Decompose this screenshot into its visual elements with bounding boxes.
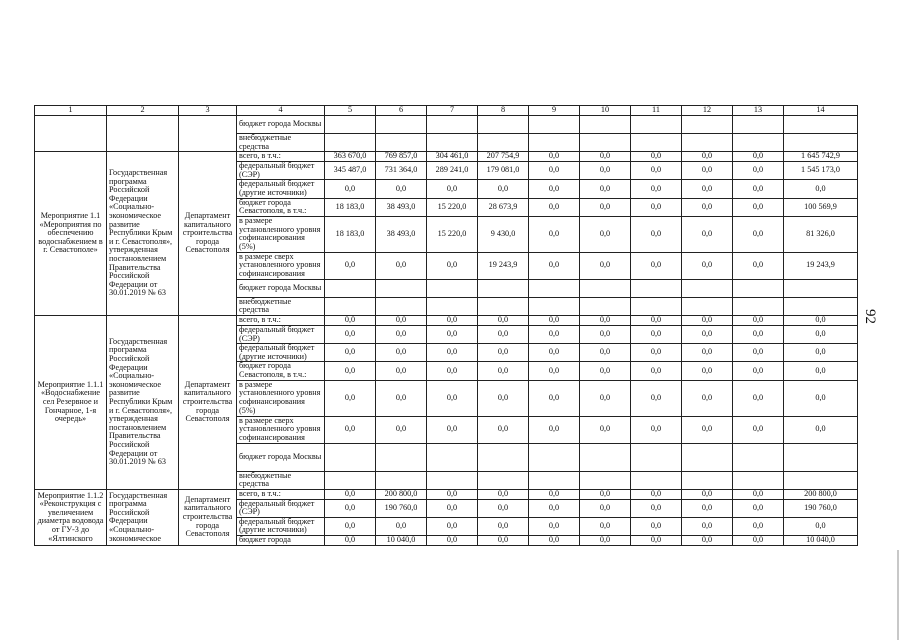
amount-cell [529, 279, 580, 297]
funding-source: в размере установленного уровня софинансирования (5%) [237, 216, 325, 252]
amount-cell: 0,0 [631, 325, 682, 343]
amount-cell [376, 134, 427, 152]
table-row [35, 489, 858, 499]
amount-cell: 0,0 [325, 252, 376, 279]
amount-cell: 0,0 [631, 162, 682, 180]
amount-cell [733, 297, 784, 315]
amount-cell: 0,0 [478, 416, 529, 443]
amount-cell: 18 183,0 [325, 198, 376, 216]
amount-cell: 0,0 [376, 252, 427, 279]
amount-cell: 0,0 [376, 380, 427, 416]
amount-cell [478, 279, 529, 297]
funding-source: бюджет города [237, 536, 325, 546]
amount-cell: 0,0 [733, 517, 784, 535]
amount-cell [580, 471, 631, 489]
amount-cell: 0,0 [580, 315, 631, 325]
amount-cell: 0,0 [682, 517, 733, 535]
amount-cell [478, 443, 529, 471]
amount-cell: 0,0 [631, 180, 682, 198]
amount-cell: 0,0 [529, 152, 580, 162]
amount-cell: 0,0 [427, 380, 478, 416]
measure-name: Мероприятие 1.1.1 «Водоснабжение сел Резервное и Гончарное, 1-я очередь» [35, 315, 107, 489]
amount-cell: 0,0 [733, 152, 784, 162]
amount-cell [784, 297, 858, 315]
column-header: 8 [478, 106, 529, 116]
amount-cell: 0,0 [376, 325, 427, 343]
amount-cell: 0,0 [631, 380, 682, 416]
amount-cell: 0,0 [376, 416, 427, 443]
amount-cell: 0,0 [427, 325, 478, 343]
amount-cell: 289 241,0 [427, 162, 478, 180]
amount-cell: 0,0 [631, 152, 682, 162]
amount-cell: 0,0 [325, 416, 376, 443]
amount-cell: 0,0 [784, 315, 858, 325]
amount-cell: 0,0 [631, 499, 682, 517]
amount-cell: 0,0 [580, 198, 631, 216]
funding-source: бюджет города Севастополя, в т.ч.: [237, 198, 325, 216]
amount-cell: 0,0 [580, 180, 631, 198]
amount-cell: 0,0 [427, 180, 478, 198]
column-header: 11 [631, 106, 682, 116]
amount-cell: 0,0 [529, 489, 580, 499]
amount-cell: 0,0 [733, 180, 784, 198]
amount-cell: 0,0 [529, 315, 580, 325]
amount-cell: 0,0 [529, 162, 580, 180]
amount-cell: 207 754,9 [478, 152, 529, 162]
amount-cell [529, 116, 580, 134]
amount-cell [733, 471, 784, 489]
measure-name: Мероприятие 1.1.2 «Реконструкция с увеличением диаметра водовода от ГУ-3 до «Ялтинского [35, 489, 107, 545]
amount-cell: 15 220,0 [427, 198, 478, 216]
amount-cell: 0,0 [733, 198, 784, 216]
amount-cell: 0,0 [325, 180, 376, 198]
amount-cell: 19 243,9 [784, 252, 858, 279]
amount-cell: 0,0 [784, 416, 858, 443]
empty-cell [107, 116, 179, 152]
amount-cell: 0,0 [733, 489, 784, 499]
amount-cell: 9 430,0 [478, 216, 529, 252]
funding-source: федеральный бюджет (другие источники) [237, 517, 325, 535]
amount-cell: 0,0 [682, 198, 733, 216]
amount-cell [427, 134, 478, 152]
amount-cell: 0,0 [478, 325, 529, 343]
budget-table [34, 105, 858, 546]
column-header: 12 [682, 106, 733, 116]
amount-cell: 0,0 [682, 499, 733, 517]
amount-cell: 10 040,0 [784, 536, 858, 546]
funding-source: всего, в т.ч.: [237, 315, 325, 325]
amount-cell [580, 134, 631, 152]
amount-cell: 0,0 [478, 180, 529, 198]
amount-cell: 0,0 [784, 380, 858, 416]
amount-cell: 0,0 [631, 362, 682, 380]
amount-cell: 0,0 [478, 499, 529, 517]
amount-cell: 0,0 [376, 362, 427, 380]
amount-cell: 0,0 [580, 162, 631, 180]
amount-cell [478, 471, 529, 489]
amount-cell: 0,0 [529, 517, 580, 535]
measure-name: Мероприятие 1.1 «Мероприятия по обеспечению водоснабжением в г. Севастополе» [35, 152, 107, 316]
amount-cell: 0,0 [580, 152, 631, 162]
column-header: 1 [35, 106, 107, 116]
amount-cell: 0,0 [529, 499, 580, 517]
executor-name: Департамент капитального строительства города Севастополя [179, 315, 237, 489]
amount-cell: 0,0 [682, 315, 733, 325]
column-header: 13 [733, 106, 784, 116]
amount-cell [529, 134, 580, 152]
amount-cell [631, 116, 682, 134]
amount-cell: 1 645 742,9 [784, 152, 858, 162]
amount-cell: 0,0 [631, 344, 682, 362]
amount-cell: 0,0 [682, 536, 733, 546]
amount-cell: 190 760,0 [376, 499, 427, 517]
amount-cell: 0,0 [529, 362, 580, 380]
funding-source: федеральный бюджет (СЭР) [237, 162, 325, 180]
amount-cell: 0,0 [682, 252, 733, 279]
amount-cell [427, 116, 478, 134]
amount-cell: 18 183,0 [325, 216, 376, 252]
column-header: 6 [376, 106, 427, 116]
amount-cell: 0,0 [529, 325, 580, 343]
amount-cell [682, 279, 733, 297]
amount-cell: 100 569,9 [784, 198, 858, 216]
amount-cell: 0,0 [733, 536, 784, 546]
amount-cell: 0,0 [631, 216, 682, 252]
amount-cell [580, 443, 631, 471]
amount-cell: 0,0 [682, 380, 733, 416]
funding-source: в размере установленного уровня софинансирования (5%) [237, 380, 325, 416]
amount-cell: 731 364,0 [376, 162, 427, 180]
amount-cell [631, 297, 682, 315]
amount-cell: 0,0 [682, 344, 733, 362]
amount-cell: 0,0 [631, 489, 682, 499]
amount-cell: 0,0 [733, 380, 784, 416]
amount-cell: 0,0 [733, 315, 784, 325]
funding-source: федеральный бюджет (другие источники) [237, 180, 325, 198]
funding-source: бюджет города Севастополя, в т.ч.: [237, 362, 325, 380]
program-name: Государственная программа Российской Федерации «Социально-экономическое развитие Республики Крым и г. Севастополя», утвержденная постановлением Правительства Российской Федерации от 30.01.2019 № 63 [107, 315, 179, 489]
amount-cell: 0,0 [580, 499, 631, 517]
amount-cell: 0,0 [631, 536, 682, 546]
amount-cell [682, 443, 733, 471]
amount-cell: 0,0 [478, 344, 529, 362]
amount-cell [631, 443, 682, 471]
amount-cell: 0,0 [529, 180, 580, 198]
amount-cell: 0,0 [784, 180, 858, 198]
amount-cell [376, 279, 427, 297]
amount-cell: 0,0 [580, 517, 631, 535]
amount-cell: 38 493,0 [376, 198, 427, 216]
amount-cell: 0,0 [580, 416, 631, 443]
amount-cell: 0,0 [325, 517, 376, 535]
amount-cell [580, 297, 631, 315]
amount-cell: 0,0 [733, 499, 784, 517]
amount-cell: 200 800,0 [376, 489, 427, 499]
amount-cell: 0,0 [478, 315, 529, 325]
amount-cell [631, 134, 682, 152]
amount-cell: 0,0 [529, 216, 580, 252]
amount-cell: 0,0 [682, 152, 733, 162]
funding-source: в размере сверх установленного уровня софинансирования [237, 416, 325, 443]
amount-cell: 0,0 [325, 362, 376, 380]
amount-cell [529, 471, 580, 489]
amount-cell [427, 297, 478, 315]
amount-cell: 0,0 [376, 315, 427, 325]
column-header: 5 [325, 106, 376, 116]
amount-cell: 0,0 [325, 325, 376, 343]
amount-cell: 0,0 [631, 315, 682, 325]
funding-source: всего, в т.ч.: [237, 152, 325, 162]
amount-cell: 0,0 [325, 344, 376, 362]
amount-cell: 0,0 [478, 517, 529, 535]
amount-cell: 0,0 [682, 180, 733, 198]
amount-cell: 0,0 [682, 489, 733, 499]
amount-cell: 0,0 [631, 416, 682, 443]
amount-cell: 0,0 [580, 325, 631, 343]
amount-cell: 0,0 [580, 362, 631, 380]
amount-cell: 0,0 [376, 517, 427, 535]
column-header: 14 [784, 106, 858, 116]
amount-cell: 0,0 [325, 536, 376, 546]
funding-source: в размере сверх установленного уровня софинансирования [237, 252, 325, 279]
amount-cell [478, 134, 529, 152]
amount-cell [325, 279, 376, 297]
amount-cell: 19 243,9 [478, 252, 529, 279]
amount-cell [376, 443, 427, 471]
amount-cell [784, 134, 858, 152]
amount-cell: 0,0 [580, 489, 631, 499]
amount-cell: 0,0 [529, 380, 580, 416]
amount-cell [325, 443, 376, 471]
amount-cell [784, 279, 858, 297]
amount-cell: 15 220,0 [427, 216, 478, 252]
amount-cell [580, 279, 631, 297]
amount-cell: 0,0 [478, 362, 529, 380]
page-number: 92 [862, 309, 878, 324]
amount-cell: 363 670,0 [325, 152, 376, 162]
amount-cell: 345 487,0 [325, 162, 376, 180]
amount-cell: 0,0 [427, 489, 478, 499]
amount-cell: 0,0 [325, 315, 376, 325]
amount-cell [682, 116, 733, 134]
amount-cell: 0,0 [529, 344, 580, 362]
header-row [35, 106, 858, 116]
funding-source: внебюджетные средства [237, 134, 325, 152]
amount-cell: 0,0 [631, 198, 682, 216]
column-header: 4 [237, 106, 325, 116]
amount-cell: 0,0 [733, 344, 784, 362]
amount-cell: 0,0 [325, 380, 376, 416]
table-row [35, 315, 858, 325]
amount-cell [733, 443, 784, 471]
amount-cell: 304 461,0 [427, 152, 478, 162]
program-name: Государственная программа Российской Федерации «Социально-экономическое развитие Республики Крым и г. Севастополя», утвержденная постановлением Правительства Российской Федерации от 30.01.2019 № 63 [107, 152, 179, 316]
table-row [35, 152, 858, 162]
amount-cell: 0,0 [733, 162, 784, 180]
amount-cell: 0,0 [682, 216, 733, 252]
amount-cell: 0,0 [580, 344, 631, 362]
amount-cell: 0,0 [631, 252, 682, 279]
amount-cell: 179 081,0 [478, 162, 529, 180]
amount-cell [631, 279, 682, 297]
funding-source: бюджет города Москвы [237, 443, 325, 471]
funding-source: внебюджетные средства [237, 471, 325, 489]
amount-cell: 769 857,0 [376, 152, 427, 162]
amount-cell: 0,0 [376, 344, 427, 362]
column-header: 10 [580, 106, 631, 116]
amount-cell [784, 116, 858, 134]
amount-cell: 0,0 [427, 517, 478, 535]
amount-cell [325, 471, 376, 489]
amount-cell: 0,0 [376, 180, 427, 198]
amount-cell: 0,0 [733, 216, 784, 252]
empty-cell [35, 116, 107, 152]
empty-cell [179, 116, 237, 152]
amount-cell: 81 326,0 [784, 216, 858, 252]
amount-cell: 0,0 [580, 536, 631, 546]
table-row [35, 116, 858, 134]
amount-cell [427, 279, 478, 297]
amount-cell [733, 279, 784, 297]
amount-cell [478, 116, 529, 134]
amount-cell: 38 493,0 [376, 216, 427, 252]
amount-cell: 0,0 [427, 416, 478, 443]
amount-cell [325, 297, 376, 315]
amount-cell: 0,0 [682, 325, 733, 343]
funding-source: бюджет города Москвы [237, 279, 325, 297]
amount-cell: 1 545 173,0 [784, 162, 858, 180]
amount-cell: 0,0 [325, 499, 376, 517]
amount-cell: 0,0 [784, 362, 858, 380]
amount-cell: 0,0 [631, 517, 682, 535]
amount-cell: 0,0 [478, 380, 529, 416]
amount-cell: 0,0 [325, 489, 376, 499]
amount-cell [427, 443, 478, 471]
amount-cell [376, 297, 427, 315]
amount-cell [529, 443, 580, 471]
amount-cell: 0,0 [733, 362, 784, 380]
amount-cell: 0,0 [784, 325, 858, 343]
scan-edge [897, 550, 899, 640]
amount-cell: 28 673,9 [478, 198, 529, 216]
amount-cell: 0,0 [478, 536, 529, 546]
funding-source: федеральный бюджет (другие источники) [237, 344, 325, 362]
amount-cell: 0,0 [682, 362, 733, 380]
amount-cell: 190 760,0 [784, 499, 858, 517]
amount-cell: 0,0 [427, 499, 478, 517]
column-header: 7 [427, 106, 478, 116]
amount-cell: 0,0 [529, 252, 580, 279]
funding-source: внебюджетные средства [237, 297, 325, 315]
executor-name: Департамент капитального строительства города Севастополя [179, 489, 237, 545]
amount-cell [580, 116, 631, 134]
amount-cell: 200 800,0 [784, 489, 858, 499]
amount-cell [529, 297, 580, 315]
amount-cell: 0,0 [427, 362, 478, 380]
amount-cell: 0,0 [784, 344, 858, 362]
amount-cell [784, 443, 858, 471]
amount-cell: 0,0 [580, 380, 631, 416]
amount-cell: 0,0 [682, 416, 733, 443]
funding-source: федеральный бюджет (СЭР) [237, 325, 325, 343]
amount-cell [325, 116, 376, 134]
amount-cell [682, 297, 733, 315]
amount-cell: 0,0 [427, 252, 478, 279]
column-header: 9 [529, 106, 580, 116]
column-header: 3 [179, 106, 237, 116]
executor-name: Департамент капитального строительства города Севастополя [179, 152, 237, 316]
amount-cell [784, 471, 858, 489]
amount-cell [733, 134, 784, 152]
amount-cell [325, 134, 376, 152]
amount-cell: 0,0 [580, 216, 631, 252]
amount-cell: 0,0 [580, 252, 631, 279]
amount-cell [682, 134, 733, 152]
amount-cell: 0,0 [529, 198, 580, 216]
amount-cell: 0,0 [733, 325, 784, 343]
amount-cell: 0,0 [478, 489, 529, 499]
funding-source: бюджет города Москвы [237, 116, 325, 134]
amount-cell: 0,0 [682, 162, 733, 180]
amount-cell: 0,0 [427, 344, 478, 362]
amount-cell: 0,0 [427, 536, 478, 546]
column-header: 2 [107, 106, 179, 116]
program-name: Государственная программа Российской Федерации «Социально-экономическое [107, 489, 179, 545]
amount-cell [376, 471, 427, 489]
table-body [35, 106, 858, 546]
amount-cell [427, 471, 478, 489]
amount-cell: 0,0 [733, 416, 784, 443]
amount-cell: 0,0 [529, 536, 580, 546]
amount-cell: 0,0 [733, 252, 784, 279]
amount-cell: 0,0 [529, 416, 580, 443]
amount-cell [682, 471, 733, 489]
amount-cell: 0,0 [784, 517, 858, 535]
amount-cell [631, 471, 682, 489]
funding-source: всего, в т.ч.: [237, 489, 325, 499]
funding-source: федеральный бюджет (СЭР) [237, 499, 325, 517]
amount-cell: 10 040,0 [376, 536, 427, 546]
amount-cell [376, 116, 427, 134]
amount-cell [478, 297, 529, 315]
amount-cell: 0,0 [427, 315, 478, 325]
amount-cell [733, 116, 784, 134]
